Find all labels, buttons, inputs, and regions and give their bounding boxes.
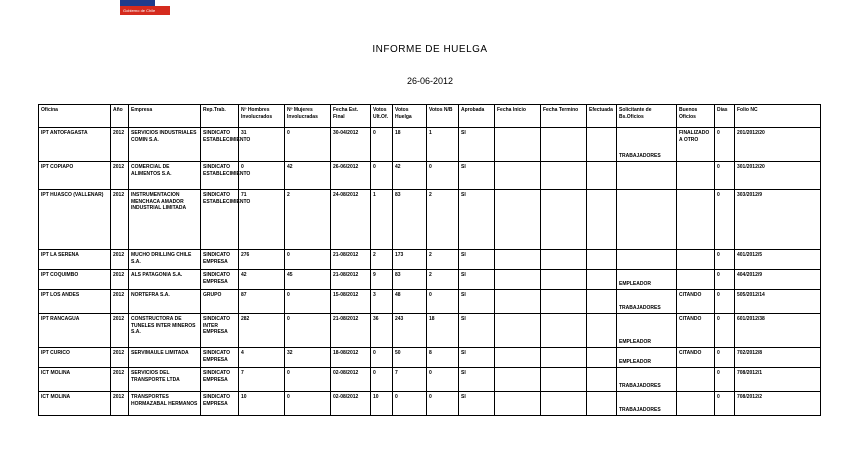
table-cell: 0 [285, 250, 331, 270]
table-cell: CONSTRUCTORA DE TUNELES INTER MINEROS S.A. [129, 314, 201, 348]
table-cell: 42 [393, 162, 427, 190]
table-cell: 2 [285, 190, 331, 250]
table-cell [587, 348, 617, 368]
table-cell: 0 [427, 368, 459, 392]
table-cell: 276 [239, 250, 285, 270]
table-cell: SINDICATO EMPRESA [201, 348, 239, 368]
table-cell: CITANDO [677, 290, 715, 314]
table-cell: 2 [427, 270, 459, 290]
table-row [39, 250, 821, 270]
table-cell: 243 [393, 314, 427, 348]
logo-label: Gobierno de Chile [120, 6, 170, 15]
table-cell [587, 250, 617, 270]
table-cell: FINALIZADO A OTRO [677, 128, 715, 162]
table-cell: IPT ANTOFAGASTA [39, 128, 111, 162]
table-cell: 0 [285, 314, 331, 348]
table-cell: 601/2012/38 [735, 314, 821, 348]
table-cell: 4 [239, 348, 285, 368]
table-cell: 0 [715, 290, 735, 314]
column-header: Oficina [39, 105, 111, 128]
table-cell: 21-08/2012 [331, 250, 371, 270]
table-cell: 301/2012/20 [735, 162, 821, 190]
column-header: Solicitante de Bs.Oficios [617, 105, 677, 128]
table-cell: 2012 [111, 392, 129, 416]
table-cell [677, 190, 715, 250]
table-cell: SINDICATO EMPRESA [201, 392, 239, 416]
table-cell: 3 [371, 290, 393, 314]
table-cell [541, 314, 587, 348]
table-cell [495, 270, 541, 290]
table-cell: 0 [715, 368, 735, 392]
table-cell: EMPLEADOR [617, 348, 677, 368]
table-cell [677, 368, 715, 392]
table-cell: TRABAJADORES [617, 368, 677, 392]
table-cell: 10 [371, 392, 393, 416]
table-cell [587, 128, 617, 162]
strike-report-table [38, 104, 821, 416]
table-cell: 2 [427, 190, 459, 250]
table-cell: TRABAJADORES [617, 290, 677, 314]
table-cell: 24-08/2012 [331, 190, 371, 250]
table-cell: SERVICIOS INDUSTRIALES COMIN S.A. [129, 128, 201, 162]
table-cell: 0 [371, 128, 393, 162]
table-cell: 87 [239, 290, 285, 314]
table-cell: COMERCIAL DE ALIMENTOS S.A. [129, 162, 201, 190]
table-cell [587, 392, 617, 416]
table-cell: 1 [371, 190, 393, 250]
table-row [39, 368, 821, 392]
table-cell: 18-08/2012 [331, 348, 371, 368]
table-cell: SI [459, 348, 495, 368]
table-cell [677, 250, 715, 270]
table-cell [587, 270, 617, 290]
table-cell: 83 [393, 270, 427, 290]
table-cell [495, 348, 541, 368]
report-title: INFORME DE HUELGA [372, 44, 488, 55]
table-cell [617, 162, 677, 190]
table-cell: 2012 [111, 368, 129, 392]
column-header: Días [715, 105, 735, 128]
table-cell: SINDICATO ESTABLECIMIENTO [201, 128, 239, 162]
table-cell [587, 190, 617, 250]
table-row [39, 348, 821, 368]
table-cell: 0 [239, 162, 285, 190]
table-cell: 21-08/2012 [331, 270, 371, 290]
table-cell [587, 368, 617, 392]
column-header: Año [111, 105, 129, 128]
table-cell: 0 [427, 290, 459, 314]
table-cell [541, 270, 587, 290]
column-header: Folio NC [735, 105, 821, 128]
table-cell [495, 314, 541, 348]
table-cell: SINDICATO EMPRESA [201, 368, 239, 392]
table-cell [587, 314, 617, 348]
table-cell [677, 392, 715, 416]
table-cell: IPT COQUIMBO [39, 270, 111, 290]
table-cell [541, 250, 587, 270]
table-cell: 0 [715, 190, 735, 250]
table-cell: 02-08/2012 [331, 392, 371, 416]
table-cell: SI [459, 290, 495, 314]
table-cell: EMPLEADOR [617, 270, 677, 290]
table-cell [495, 392, 541, 416]
table-cell: 15-08/2012 [331, 290, 371, 314]
table-cell: 0 [371, 368, 393, 392]
table-cell: NORTEFRA S.A. [129, 290, 201, 314]
table-cell: ICT MOLINA [39, 368, 111, 392]
table-cell: SERVIMAULE LIMITADA [129, 348, 201, 368]
table-cell [495, 128, 541, 162]
column-header: Nº Hombres Involucrados [239, 105, 285, 128]
table-cell [541, 348, 587, 368]
table-cell: 2 [427, 250, 459, 270]
table-cell: SI [459, 190, 495, 250]
table-cell: 2012 [111, 190, 129, 250]
table-cell: 45 [285, 270, 331, 290]
table-cell [617, 190, 677, 250]
table-cell: 0 [285, 368, 331, 392]
column-header: Rep.Trab. [201, 105, 239, 128]
table-row [39, 270, 821, 290]
table-cell: 7 [393, 368, 427, 392]
column-header: Efectuada [587, 105, 617, 128]
table-cell: 173 [393, 250, 427, 270]
table-cell: TRABAJADORES [617, 392, 677, 416]
table-cell [541, 368, 587, 392]
table-cell: 0 [715, 162, 735, 190]
column-header: Votos N/B [427, 105, 459, 128]
table-cell: 0 [715, 314, 735, 348]
table-cell: 0 [285, 392, 331, 416]
table-cell: 0 [715, 348, 735, 368]
table-cell: 0 [393, 392, 427, 416]
table-cell: MUCHO DRILLING CHILE S.A. [129, 250, 201, 270]
table-cell: 0 [715, 250, 735, 270]
table-cell [541, 128, 587, 162]
table-cell: GRUPO [201, 290, 239, 314]
table-cell: 18 [427, 314, 459, 348]
table-row [39, 190, 821, 250]
column-header: Votos Huelga [393, 105, 427, 128]
table-cell: 2012 [111, 250, 129, 270]
column-header: Buenos Oficios [677, 105, 715, 128]
column-header: Empresa [129, 105, 201, 128]
table-cell: 2012 [111, 314, 129, 348]
table-cell: 42 [285, 162, 331, 190]
table-cell: 2012 [111, 128, 129, 162]
table-cell: 2012 [111, 290, 129, 314]
table-cell: 8 [427, 348, 459, 368]
table-cell: SI [459, 128, 495, 162]
table-cell: 48 [393, 290, 427, 314]
table-cell: 2 [371, 250, 393, 270]
table-cell: 1 [427, 128, 459, 162]
table-cell: SI [459, 162, 495, 190]
table-cell: 18 [393, 128, 427, 162]
table-cell: 50 [393, 348, 427, 368]
table-cell: 0 [715, 392, 735, 416]
table-cell: SINDICATO EMPRESA [201, 270, 239, 290]
table-row [39, 392, 821, 416]
column-header: Votos Ult.Of. [371, 105, 393, 128]
table-cell: 2012 [111, 162, 129, 190]
table-cell: IPT RANCAGUA [39, 314, 111, 348]
table-cell: IPT LOS ANDES [39, 290, 111, 314]
table-cell [495, 250, 541, 270]
table-cell: 10 [239, 392, 285, 416]
table-cell: SINDICATO INTER EMPRESA [201, 314, 239, 348]
table-cell: 26-06/2012 [331, 162, 371, 190]
column-header: Fecha Est. Final [331, 105, 371, 128]
table-cell: 303/2012/9 [735, 190, 821, 250]
table-cell: 0 [715, 128, 735, 162]
table-cell: TRANSPORTES HORMAZABAL HERMANOS [129, 392, 201, 416]
table-cell: 2012 [111, 348, 129, 368]
table-cell: IPT CURICO [39, 348, 111, 368]
table-cell: EMPLEADOR [617, 314, 677, 348]
table-cell: 201/2012/20 [735, 128, 821, 162]
table-cell: SI [459, 250, 495, 270]
table-cell: 32 [285, 348, 331, 368]
report-date: 26-06-2012 [406, 76, 454, 86]
table-cell [587, 162, 617, 190]
table-cell: INSTRUMENTACION MENCHACA AMADOR INDUSTRIAL LIMITADA [129, 190, 201, 250]
table-cell: 42 [239, 270, 285, 290]
table-cell: 708/2012/2 [735, 392, 821, 416]
table-cell [495, 190, 541, 250]
table-row [39, 290, 821, 314]
table-cell: IPT LA SERENA [39, 250, 111, 270]
table-cell: SI [459, 314, 495, 348]
table-cell [495, 290, 541, 314]
table-cell: IPT HUASCO (VALLENAR) [39, 190, 111, 250]
table-cell: 2012 [111, 270, 129, 290]
table-cell: 708/2012/1 [735, 368, 821, 392]
table-cell [541, 162, 587, 190]
table-row [39, 314, 821, 348]
column-header: Aprobada [459, 105, 495, 128]
table-cell: 702/2012/8 [735, 348, 821, 368]
table-cell: 02-08/2012 [331, 368, 371, 392]
table-cell: CITANDO [677, 348, 715, 368]
table-cell: 21-08/2012 [331, 314, 371, 348]
table-cell [677, 162, 715, 190]
table-row [39, 162, 821, 190]
table-cell: 31 [239, 128, 285, 162]
table-cell: 7 [239, 368, 285, 392]
table-cell [541, 190, 587, 250]
table-cell: 30-04/2012 [331, 128, 371, 162]
column-header: Nº Mujeres Involucradas [285, 105, 331, 128]
table-cell: 83 [393, 190, 427, 250]
table-cell: SI [459, 368, 495, 392]
table-row [39, 128, 821, 162]
table-cell: 505/2012/14 [735, 290, 821, 314]
table-cell: 71 [239, 190, 285, 250]
table-cell: SINDICATO EMPRESA [201, 250, 239, 270]
table-cell: ICT MOLINA [39, 392, 111, 416]
table-cell [677, 270, 715, 290]
table-cell: CITANDO [677, 314, 715, 348]
table-cell: 0 [371, 348, 393, 368]
table-cell: SERVICIOS DEL TRANSPORTE LTDA [129, 368, 201, 392]
table-cell: 0 [427, 162, 459, 190]
table-cell: ALS PATAGONIA S.A. [129, 270, 201, 290]
table-cell [541, 392, 587, 416]
column-header: Fecha Termino [541, 105, 587, 128]
table-cell: SINDICATO ESTABLECIMIENTO [201, 162, 239, 190]
table-cell: SINDICATO ESTABLECIMIENTO [201, 190, 239, 250]
table-cell [495, 368, 541, 392]
table-cell [587, 290, 617, 314]
table-cell: 404/2012/9 [735, 270, 821, 290]
table-cell: 0 [427, 392, 459, 416]
table-cell: 0 [715, 270, 735, 290]
government-logo [120, 0, 170, 15]
column-header: Fecha Inicio [495, 105, 541, 128]
table-cell [495, 162, 541, 190]
table-cell: 36 [371, 314, 393, 348]
table-cell [541, 290, 587, 314]
table-cell: 0 [371, 162, 393, 190]
table-cell: 401/2012/5 [735, 250, 821, 270]
table-cell: 9 [371, 270, 393, 290]
table-cell: SI [459, 270, 495, 290]
table-cell: 0 [285, 128, 331, 162]
table-cell: IPT COPIAPO [39, 162, 111, 190]
table-cell: 282 [239, 314, 285, 348]
table-cell: 0 [285, 290, 331, 314]
table-cell [617, 250, 677, 270]
table-header-row [39, 105, 821, 128]
table-cell: SI [459, 392, 495, 416]
table-cell: TRABAJADORES [617, 128, 677, 162]
